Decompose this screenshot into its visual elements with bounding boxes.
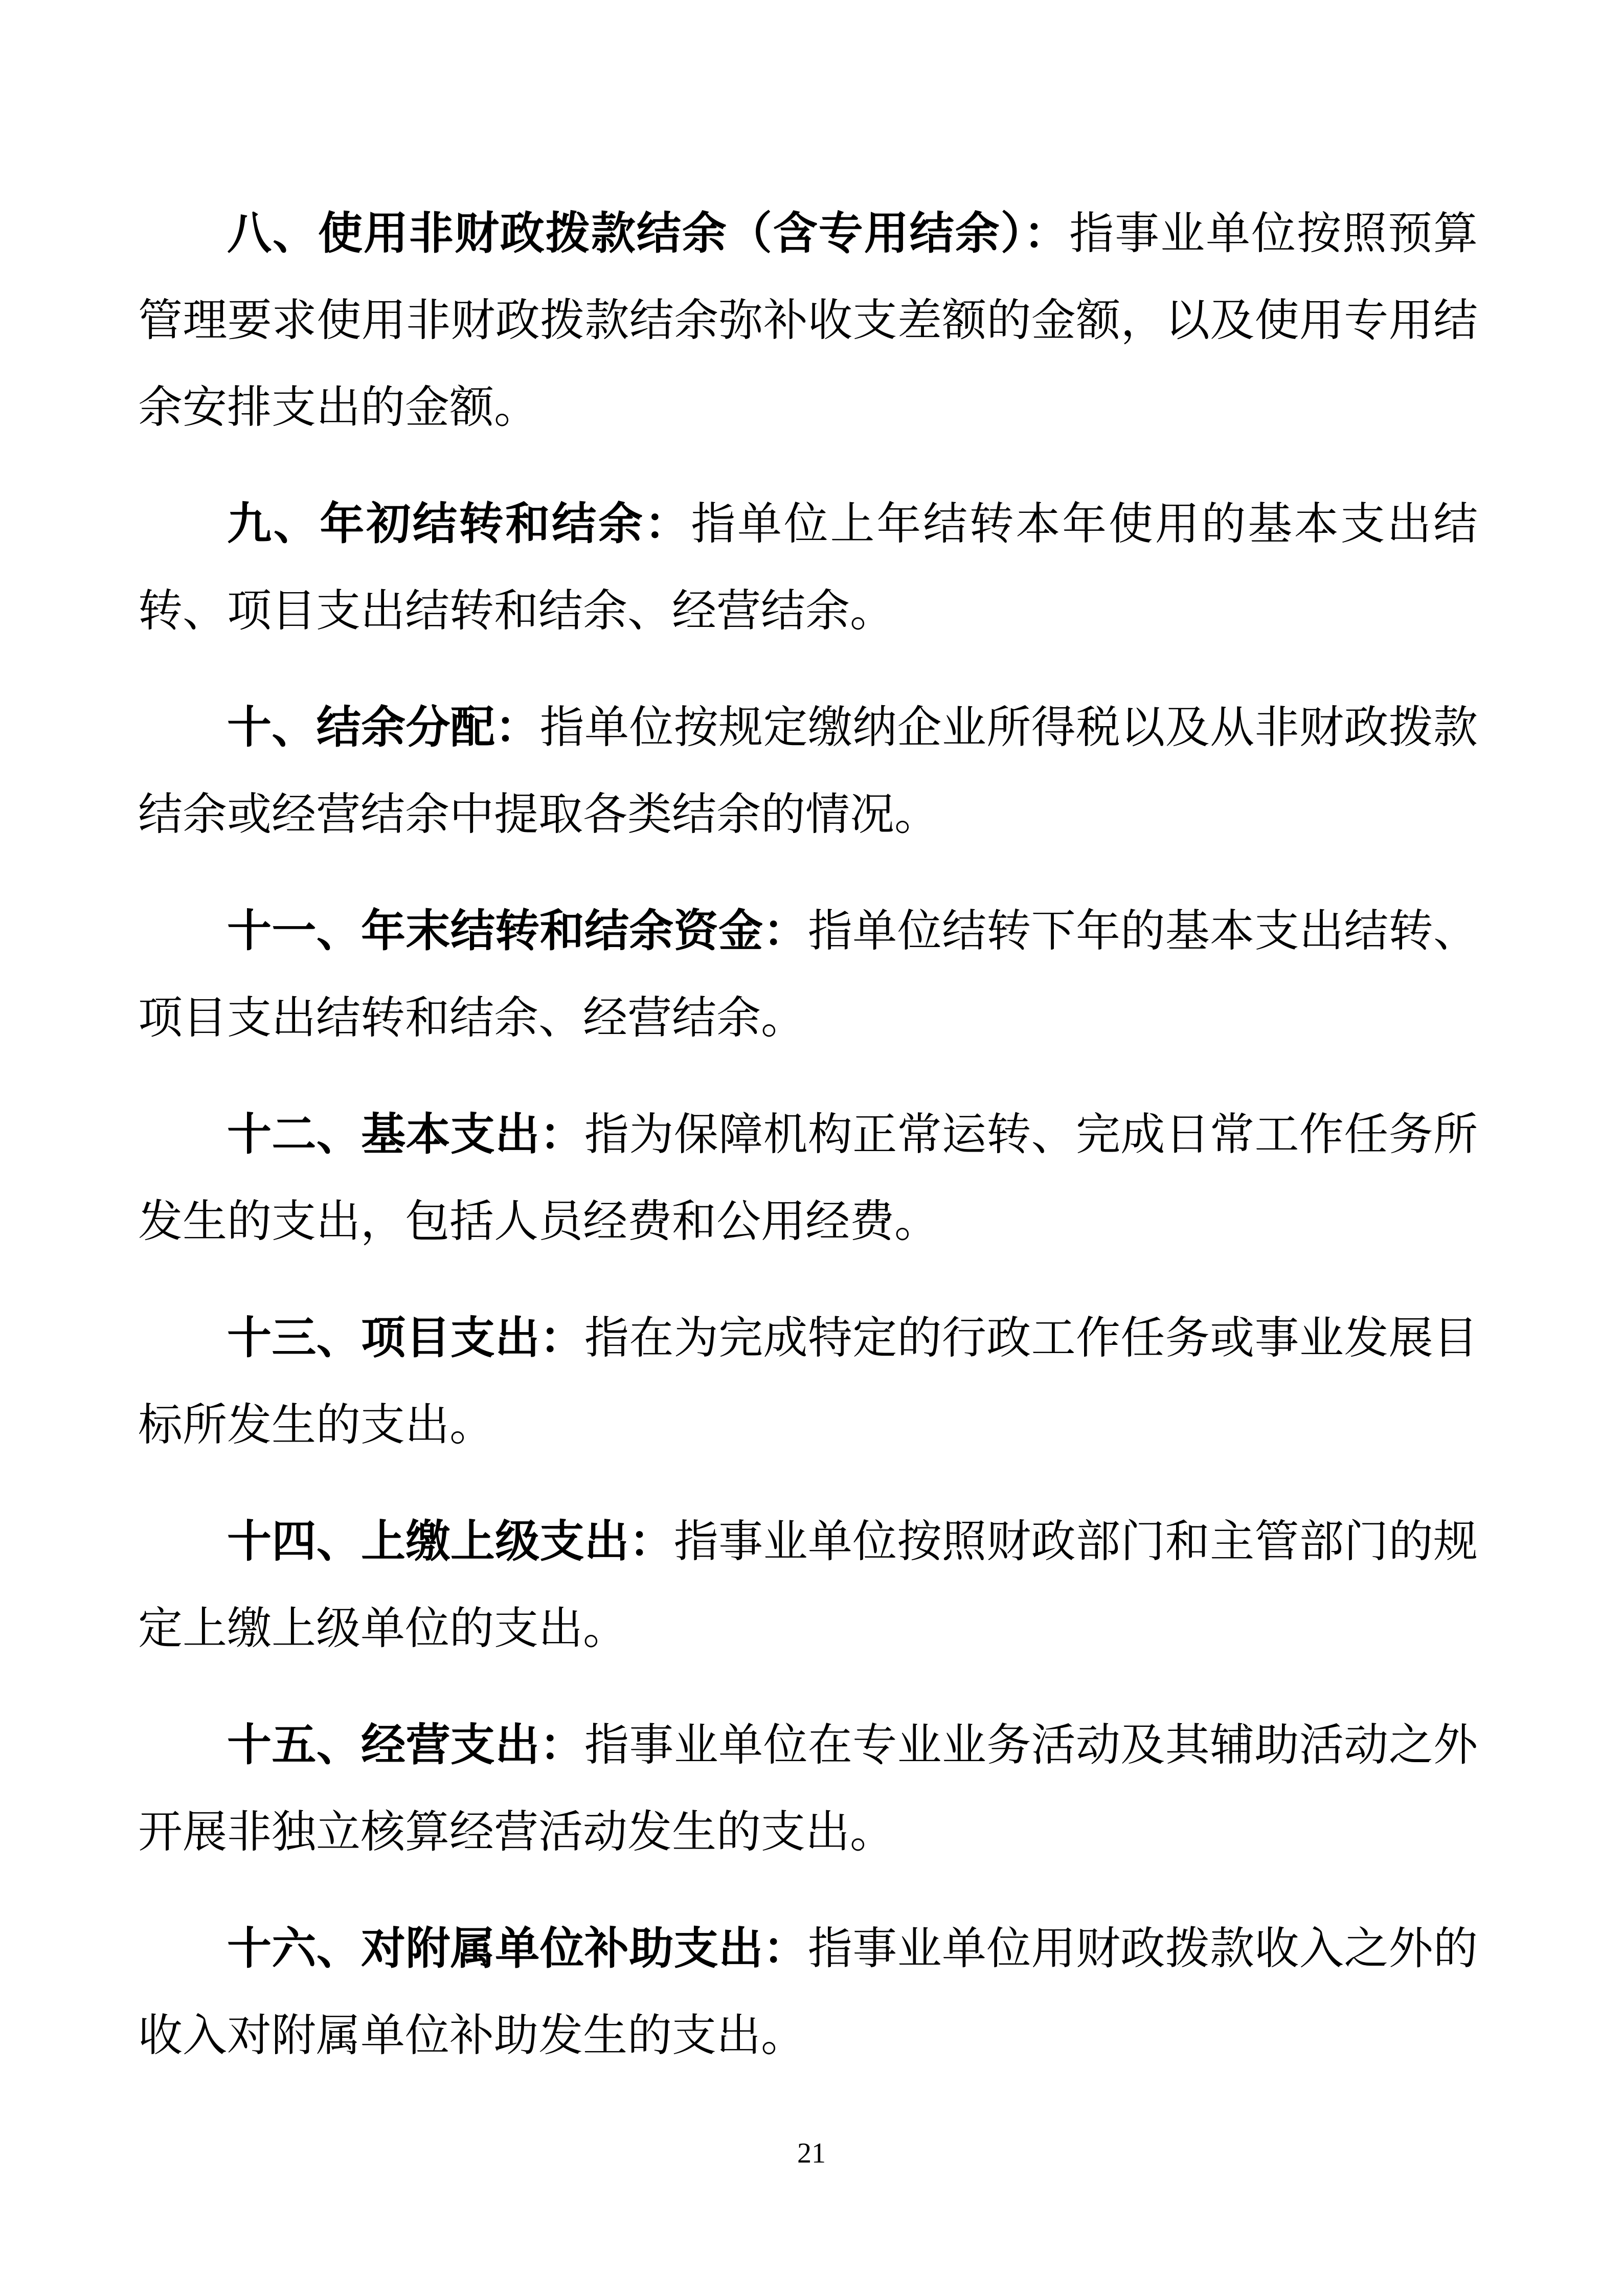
definition-text: 指事业单位按照预算管理要求使用非财政拨款结余弥补收支差额的金额，以及使用专用结余安排支出的金额。 [138,209,1478,432]
definition-paragraph [138,1295,1478,1469]
term-label: 十二、基本支出： [227,1110,584,1159]
definition-text: 指单位按规定缴纳企业所得税以及从非财政拨款结余或经营结余中提取各类结余的情况。 [138,703,1478,839]
definition-paragraph [138,1702,1478,1876]
term-label: 十一、年末结转和结余资金： [227,906,808,956]
page-footer [0,2139,1623,2168]
definition-paragraph [138,481,1478,655]
definition-text: 指单位上年结转本年使用的基本支出结转、项目支出结转和结余、经营结余。 [138,499,1478,636]
term-label: 十五、经营支出： [227,1720,584,1770]
term-label: 九、年初结转和结余： [227,499,691,549]
term-label: 十六、对附属单位补助支出： [227,1924,808,1973]
definition-text: 指单位结转下年的基本支出结转、项目支出结转和结余、经营结余。 [138,906,1478,1043]
definition-paragraph [138,684,1478,858]
term-label: 十四、上缴上级支出： [227,1517,674,1566]
page-number: 21 [797,2137,826,2169]
definition-paragraph [138,1905,1478,2079]
definition-text: 指事业单位用财政拨款收入之外的收入对附属单位补助发生的支出。 [138,1924,1478,2060]
definition-text: 指事业单位按照财政部门和主管部门的规定上缴上级单位的支出。 [138,1517,1478,1653]
definition-paragraph [138,190,1478,451]
definition-paragraph [138,888,1478,1062]
definition-paragraph [138,1091,1478,1265]
definition-paragraph [138,1498,1478,1672]
definitions-section [138,190,1478,2079]
definition-text: 指为保障机构正常运转、完成日常工作任务所发生的支出，包括人员经费和公用经费。 [138,1110,1478,1246]
term-label: 十三、项目支出： [227,1313,584,1363]
definition-text: 指在为完成特定的行政工作任务或事业发展目标所发生的支出。 [138,1313,1478,1450]
definition-text: 指事业单位在专业业务活动及其辅助活动之外开展非独立核算经营活动发生的支出。 [138,1720,1478,1857]
term-label: 八、使用非财政拨款结余（含专用结余）： [227,209,1070,258]
term-label: 十、结余分配： [227,703,540,752]
